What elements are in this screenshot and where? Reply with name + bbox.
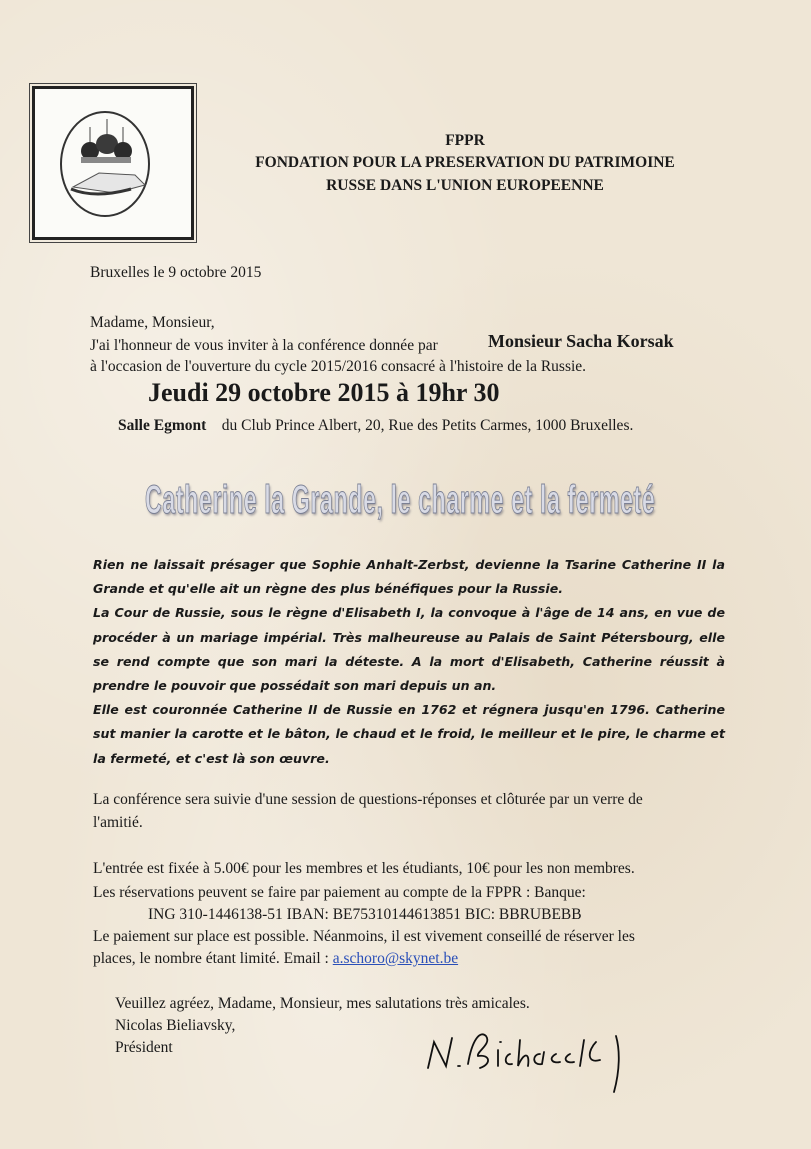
followup-line1: La conférence sera suivie d'une session de questions-réponses et clôturée par un verre de [93,791,643,808]
org-name-line1: FONDATION POUR LA PRESERVATION DU PATRIMOINE [255,154,675,171]
invite-text: J'ai l'honneur de vous inviter à la conférence donnée par [90,337,438,354]
venue-address: du Club Prince Albert, 20, Rue des Petits Carmes, 1000 Bruxelles. [221,417,634,434]
event-date: Jeudi 29 octobre 2015 à 19hr 30 [148,378,500,407]
occasion-text: à l'occasion de l'ouverture du cycle 2015/2016 consacré à l'histoire de la Russie. [90,358,587,375]
lecture-title: Catherine la Grande, le charme et la fermeté [145,478,656,522]
org-acronym: FPPR [445,132,485,149]
lecture-description [93,553,725,771]
org-name-line2: RUSSE DANS L'UNION EUROPEENNE [326,177,604,194]
fppr-logo [32,86,194,240]
onsite-line1: Le paiement sur place est possible. Néanmoins, il est vivement conseillé de réserver les [93,928,635,945]
church-domes-book-icon [35,89,191,237]
signatory-name: Nicolas Bieliavsky, [115,1017,236,1034]
bank-details: ING 310-1446138-51 IBAN: BE75310144613851 BIC: BBRUBEBB [148,906,582,923]
reservation-text: Les réservations peuvent se faire par paiement au compte de la FPPR : Banque: [93,884,586,901]
fee-text: L'entrée est fixée à 5.00€ pour les membres et les étudiants, 10€ pour les non membres. [93,860,635,877]
signatory-role: Président [115,1039,173,1056]
speaker-name: Monsieur Sacha Korsak [488,331,674,351]
salutation: Madame, Monsieur, [90,314,215,331]
closing: Veuillez agréez, Madame, Monsieur, mes salutations très amicales. [115,995,530,1012]
description-paragraph: Rien ne laissait présager que Sophie Anhalt-Zerbst, devienne la Tsarine Catherine II la Grande et qu'elle ait un règne des plus bénéfiques pour la Russie. [93,557,725,597]
email-link[interactable]: a.schoro@skynet.be [332,950,459,967]
onsite-line2: places, le nombre étant limité. Email : [93,950,333,967]
description-paragraph: La Cour de Russie, sous le règne d'Elisabeth I, la convoque à l'âge de 14 ans, en vue de procéder à un mariage impérial. Très malheureuse au Palais de Saint Pétersbourg, elle se rend compte que son mari la déteste. A la mort d'Elisabeth, Catherine réussit à prendre le pouvoir que possédait son mari depuis un an. [93,605,725,694]
place-date: Bruxelles le 9 octobre 2015 [90,264,262,281]
handwritten-signature [420,1020,640,1100]
description-paragraph: Elle est couronnée Catherine II de Russie en 1762 et régnera jusqu'en 1796. Catherine sut manier la carotte et le bâton, le chaud et le froid, le meilleur et le pire, le charme et la fermeté, et c'est là son œuvre. [93,702,725,766]
followup-line2: l'amitié. [93,814,143,831]
venue-name: Salle Egmont [118,417,207,434]
